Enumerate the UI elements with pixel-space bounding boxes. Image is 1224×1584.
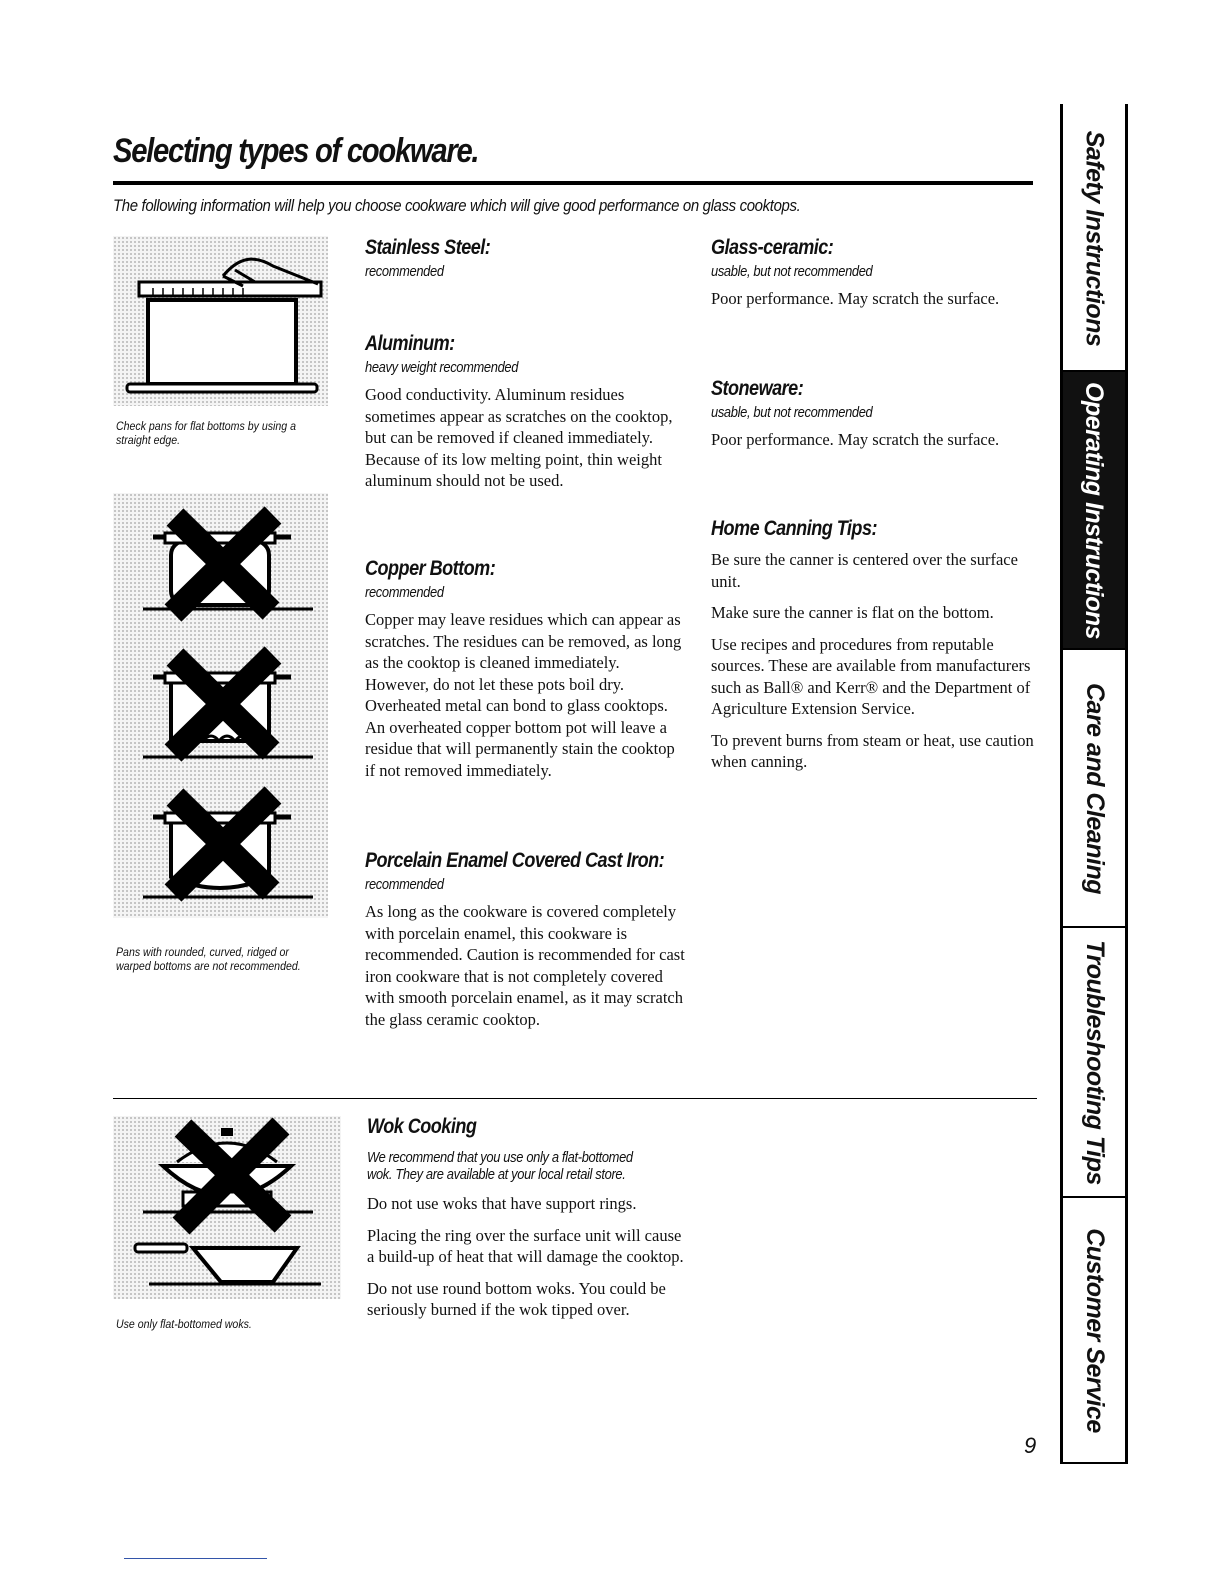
tab-safety-instructions-label: Safety Instructions bbox=[1080, 130, 1109, 346]
crossed-out-pans-icon bbox=[113, 493, 328, 918]
glass-ceramic-body: Poor performance. May scratch the surface. bbox=[711, 289, 1000, 308]
canning-tip-4: To prevent burns from steam or heat, use caution when canning. bbox=[711, 730, 1034, 771]
porcelain-enamel-heading: Porcelain Enamel Covered Cast Iron: bbox=[365, 849, 665, 872]
crossed-out-wok-icon bbox=[113, 1116, 341, 1299]
canning-tip-1: Be sure the canner is centered over the surface unit. bbox=[711, 550, 1018, 591]
right-column bbox=[711, 236, 1036, 783]
aluminum-body: Good conductivity. Aluminum residues sometimes appear as scratches on the cooktop, but can be removed if cleaned immediately. Because of its low melting point, thin weight aluminum should not be used. bbox=[365, 385, 673, 490]
tab-care-and-cleaning-label: Care and Cleaning bbox=[1080, 682, 1109, 894]
section-aluminum bbox=[365, 332, 685, 557]
wok-illustration bbox=[113, 1116, 341, 1299]
caption-flat-check: Check pans for flat bottoms by using a straight edge. bbox=[116, 421, 296, 447]
porcelain-enamel-rating: recommended bbox=[365, 876, 444, 893]
stoneware-body: Poor performance. May scratch the surface. bbox=[711, 430, 1000, 449]
porcelain-enamel-body: As long as the cookware is covered completely with porcelain enamel, this cookware is recommended. Caution is recommended for cast iron cookware that is not completely covered with smooth porcelain enamel, as it may scratch the glass ceramic cooktop. bbox=[365, 902, 685, 1029]
pan-straight-edge-icon bbox=[113, 236, 328, 406]
section-stoneware bbox=[711, 377, 1036, 517]
canning-tip-2: Make sure the canner is flat on the bottom. bbox=[711, 603, 994, 622]
tab-safety-instructions[interactable] bbox=[1063, 106, 1125, 370]
wok-recommendation-line1: We recommend that you use only a flat-bottomed bbox=[367, 1149, 633, 1166]
tab-troubleshooting-tips[interactable] bbox=[1063, 928, 1125, 1196]
caption-wok: Use only flat-bottomed woks. bbox=[116, 1319, 252, 1331]
tab-customer-service[interactable] bbox=[1063, 1198, 1125, 1462]
copper-bottom-rating: recommended bbox=[365, 584, 444, 601]
section-copper-bottom bbox=[365, 557, 685, 849]
not-recommended-pans-illustration bbox=[113, 493, 328, 918]
wok-tip-2: Placing the ring over the surface unit will cause a build-up of heat that will damage the cooktop. bbox=[367, 1225, 684, 1266]
flat-bottom-check-illustration bbox=[113, 236, 328, 406]
copper-bottom-body: Copper may leave residues which can appear as scratches. The residues can be removed, as long as the cooktop is cleaned immediately. However, do not let these pots boil dry. Overheated metal can bond to glass cooktops. An overheated copper bottom pot will leave a residue that will permanently stain the cooktop if not removed immediately. bbox=[365, 610, 682, 780]
stoneware-heading: Stoneware: bbox=[711, 377, 804, 400]
tab-troubleshooting-tips-label: Troubleshooting Tips bbox=[1080, 939, 1109, 1185]
middle-column bbox=[365, 236, 685, 1040]
section-wok-cooking bbox=[367, 1115, 692, 1331]
aluminum-heading: Aluminum: bbox=[365, 332, 455, 355]
intro-text: The following information will help you choose cookware which will give good performance on glass cooktops. bbox=[113, 196, 801, 215]
home-canning-heading: Home Canning Tips: bbox=[711, 517, 877, 540]
tab-operating-instructions-label: Operating Instructions bbox=[1080, 381, 1109, 639]
tab-customer-service-label: Customer Service bbox=[1080, 1227, 1109, 1433]
page-title: Selecting types of cookware. bbox=[113, 132, 479, 170]
canning-tip-3: Use recipes and procedures from reputable sources. These are available from manufacturers such as Ball® and Kerr® and the Department of Agriculture Extension Service. bbox=[711, 634, 1031, 718]
footer-rule bbox=[124, 1558, 267, 1559]
page-number: 9 bbox=[1024, 1433, 1037, 1458]
stainless-steel-rating: recommended bbox=[365, 263, 444, 280]
tab-operating-instructions[interactable] bbox=[1063, 372, 1125, 648]
section-porcelain-enamel bbox=[365, 849, 685, 1030]
wok-recommendation-line2: wok. They are available at your local retail store. bbox=[367, 1166, 626, 1183]
wok-cooking-heading: Wok Cooking bbox=[367, 1115, 477, 1138]
title-rule bbox=[113, 181, 1033, 185]
wok-tip-1: Do not use woks that have support rings. bbox=[367, 1194, 637, 1213]
wok-tip-3: Do not use round bottom woks. You could be seriously burned if the wok tipped over. bbox=[367, 1278, 666, 1319]
stainless-steel-heading: Stainless Steel: bbox=[365, 236, 491, 259]
tab-separator bbox=[1063, 1462, 1125, 1464]
glass-ceramic-rating: usable, but not recommended bbox=[711, 263, 873, 280]
section-glass-ceramic bbox=[711, 236, 1036, 377]
tab-care-and-cleaning[interactable] bbox=[1063, 650, 1125, 926]
aluminum-rating: heavy weight recommended bbox=[365, 359, 519, 376]
section-home-canning bbox=[711, 517, 1036, 773]
tabs-border-right bbox=[1125, 104, 1128, 1464]
stoneware-rating: usable, but not recommended bbox=[711, 404, 873, 421]
copper-bottom-heading: Copper Bottom: bbox=[365, 557, 496, 580]
wok-section-divider bbox=[113, 1098, 1037, 1099]
section-stainless-steel bbox=[365, 236, 685, 332]
glass-ceramic-heading: Glass-ceramic: bbox=[711, 236, 834, 259]
caption-not-recommended: Pans with rounded, curved, ridged or warped bottoms are not recommended. bbox=[116, 947, 301, 973]
